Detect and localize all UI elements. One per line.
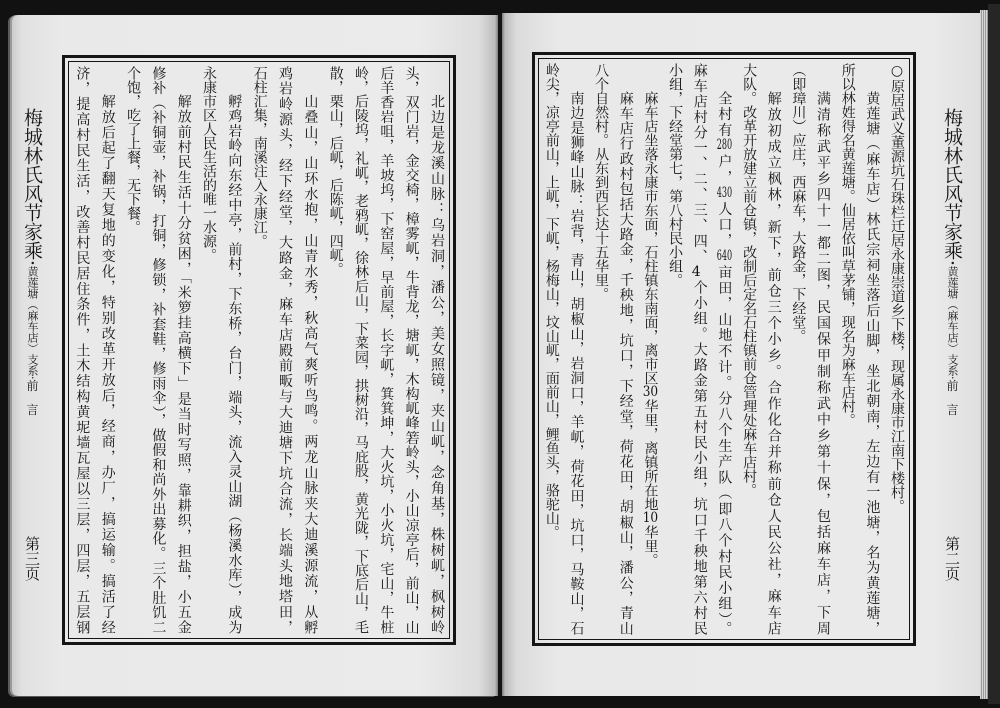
section-name: 前 言 bbox=[25, 379, 39, 416]
page-number-left: 第三页 bbox=[23, 536, 41, 581]
number: 280 bbox=[716, 138, 733, 153]
page-number-right: 第二页 bbox=[943, 536, 961, 581]
book-title: 梅城林氏风节家乘· bbox=[21, 108, 43, 267]
text-frame-inner bbox=[68, 61, 450, 639]
cover-edge bbox=[988, 4, 1000, 704]
text-column: 黄莲塘（麻车店）林氏宗祠坐落后山脚，坐北朝南，左边有一池塘，名为黄莲塘， bbox=[864, 91, 881, 635]
text-column: 大队。改革开放建立前仓镇，改制后定名石柱镇前仓管理处麻车店村。 bbox=[741, 63, 758, 497]
number: 430 bbox=[716, 185, 733, 200]
number: 640 bbox=[716, 248, 733, 263]
text-column: 后羊香岩咀，羊坡坞，下窑屋，早前屋，长字屼，箕箕坤，大火坑，小火坑，宅山，牛桩 bbox=[378, 66, 395, 634]
text-frame-inner bbox=[538, 58, 910, 640]
text-column: 孵鸡岩岭向东经中亭，前村，下东桥，台门，端头，流入灵山湖（杨溪水库），成为 bbox=[226, 94, 243, 634]
book-title: 梅城林氏风节家乘· bbox=[941, 108, 963, 267]
number: 30 bbox=[642, 385, 659, 399]
text-columns-left bbox=[69, 62, 449, 638]
text-frame-left bbox=[62, 55, 456, 645]
number: 10 bbox=[642, 511, 659, 525]
text-column: ○原居武义董源坑石珠栏迁居永康崇道乡下楼，现属永康市江南下楼村。 bbox=[889, 63, 905, 513]
text-column: 解放前村民生活十分贫困，「米箩挂高横下」是当时写照，靠耕织，担盐，小五金 bbox=[175, 94, 192, 634]
page-stack-edge bbox=[980, 10, 988, 699]
number: 4 bbox=[691, 264, 701, 279]
text-column: 修补（补铜壶，补锅，打铜，修锁，补套鞋，修雨伞），做假和尚外出募化。三个肚饥二 bbox=[150, 66, 167, 634]
text-column: 岭，后陵坞，礼屼，老鸦屼，徐林后山，下菜园，拱树沿，马庇股，黄光陇，下底后山，毛 bbox=[353, 66, 370, 634]
text-column: 麻车店行政村包括大路金，千秧地，坑口，下经堂，荷花田，胡椒山，潘公，青山 bbox=[617, 91, 634, 635]
text-column: 鸡岩岭源头，经下经堂，大路金，麻车店殿前畈与大迪塘下坑合流，长端头地塔田， bbox=[277, 66, 294, 634]
text-columns-right bbox=[539, 59, 909, 639]
text-column: 个饱，吃了上餐，无下餐。 bbox=[125, 66, 142, 234]
text-column: 满清称武平乡四十一都二图，民国保甲制称武中乡第十保，包括麻车店，下周 bbox=[815, 91, 832, 635]
running-header-left bbox=[20, 108, 44, 416]
text-column: 岭尖，凉亭前山，上屼，下屼，杨梅山，坟山屼，面前山，鲤鱼头，骆驼山。 bbox=[543, 63, 560, 539]
text-column: 山叠山，山环水抱，山青水秀，秋高气爽听鸟鸣。两龙山脉夹大迪溪源流，从孵 bbox=[302, 94, 319, 634]
text-column: 所以林姓得名黄莲塘。仙居依叫草茅铺，现名为麻车店村。 bbox=[839, 63, 856, 427]
text-column: 解放初成立枫林，新下，前仓三个小乡。合作化合并称前仓人民公社，麻车店 bbox=[765, 91, 782, 635]
text-column: 麻车店村分一、二、三、四、4个小组。大路金第五村民小组，坑口千秧地第六村民 bbox=[691, 63, 708, 635]
section-name: 前 言 bbox=[945, 379, 959, 416]
text-column: 南边是狮峰山脉：岩背，青山，胡椒山，岩洞口，羊屼，荷花田，坑口，马鞍山，石 bbox=[568, 91, 585, 635]
text-column: 八个自然村。从东到西长达十五华里。 bbox=[593, 63, 610, 301]
text-column: 解放后起了翻天复地的变化，特别改革开放后，经商，办厂，搞运输。搞活了经 bbox=[99, 94, 116, 634]
branch-name: 黄莲塘（麻车店）支系· bbox=[946, 266, 959, 380]
text-column: 永康市区人民生活的唯一水源。 bbox=[201, 66, 218, 262]
text-column: 散，栗山，后屼，后陈屼，四屼。 bbox=[327, 66, 344, 276]
running-header-right bbox=[940, 108, 964, 416]
text-column: 头，双门岩，金交椅，樟雾屼，牛背龙，塘屼，木构屼峰箬岭头，小山凉亭后，前山，山 bbox=[403, 66, 420, 634]
text-column: 石柱汇集，南溪注入永康江。 bbox=[251, 66, 268, 248]
text-column: 济，提高村民生活，改善村民居住条件，土木结构黄坭墙瓦屋以三层，四层，五层钢 bbox=[74, 66, 91, 634]
text-column: 小组，下经堂第七，第八村民小组。 bbox=[667, 63, 684, 287]
text-column: 北边是龙溪山脉：乌岩洞，潘公，美女照镜，夹山屼，念角基，株树屼，枫树岭 bbox=[429, 94, 445, 634]
text-column: 全村有280户，430人口，640亩田，山地不计。分八个生产队（即八个村民小组）。 bbox=[716, 91, 733, 635]
text-column: 麻车店坐落永康市东面，石柱镇东南面，离市区30华里，离镇所在地10华里。 bbox=[642, 91, 659, 567]
text-frame-right bbox=[532, 52, 916, 646]
book-gutter bbox=[495, 13, 505, 696]
text-column: （即璋川）应庄，西麻车，大路金，下经堂。 bbox=[790, 63, 807, 343]
branch-name: 黄莲塘（麻车店）支系· bbox=[26, 266, 39, 380]
